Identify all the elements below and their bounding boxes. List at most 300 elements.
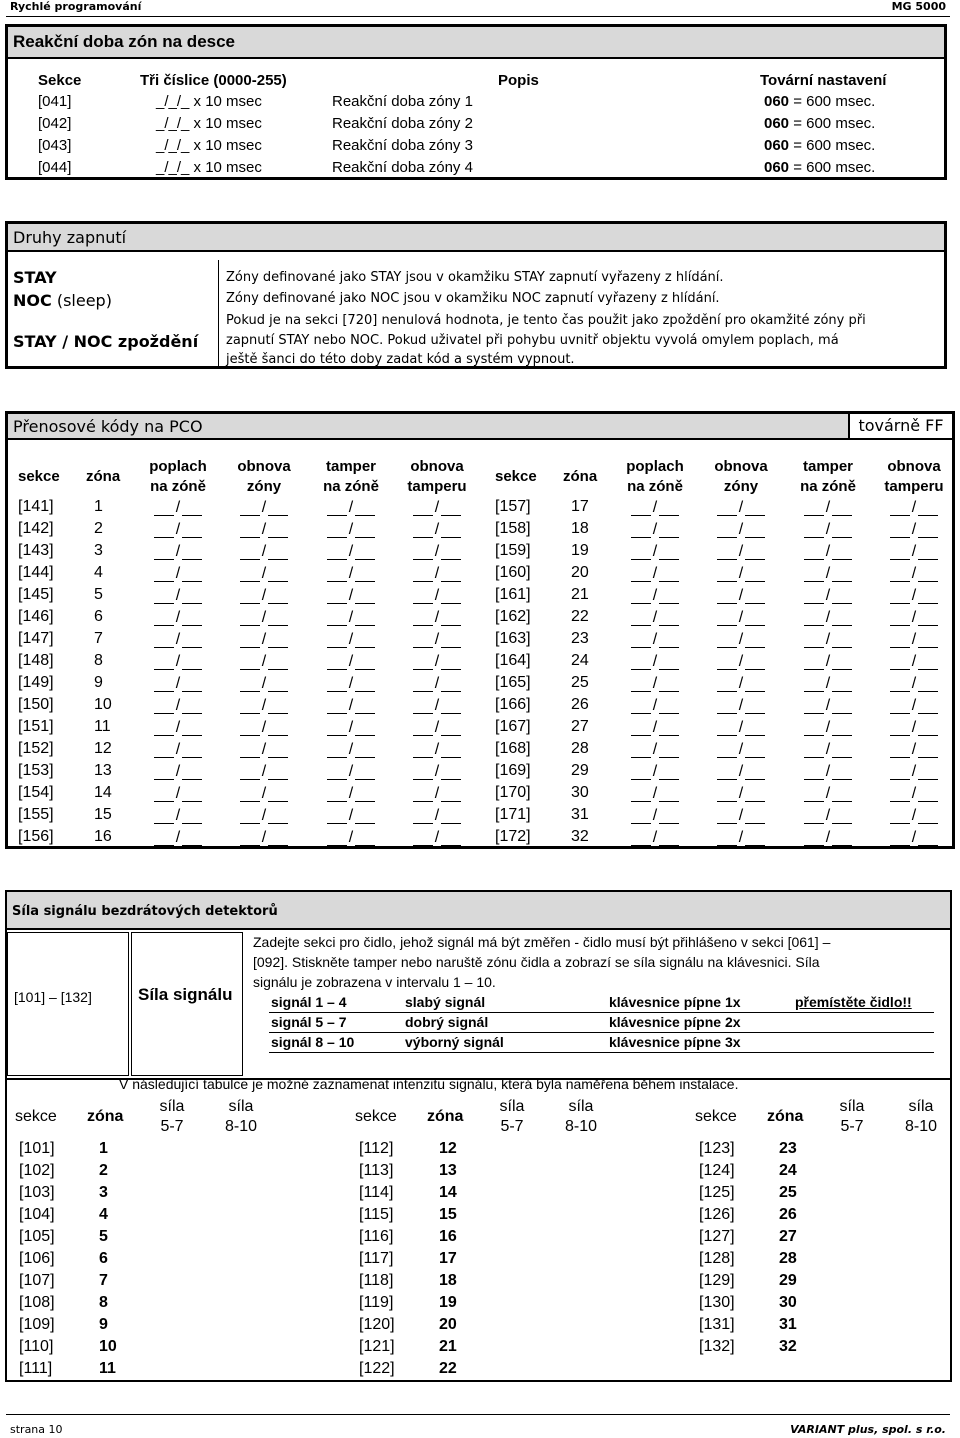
pco-sekce: [155]	[18, 806, 54, 823]
pco-code-slash: /	[434, 565, 440, 582]
sig-input-5-7[interactable]	[829, 1338, 875, 1356]
sig-input-5-7[interactable]	[149, 1338, 195, 1356]
pco-code-field[interactable]	[621, 652, 689, 670]
sig-input-8-10[interactable]	[555, 1184, 607, 1202]
pco-code-field[interactable]	[144, 608, 212, 626]
sig-input-8-10[interactable]	[555, 1294, 607, 1312]
pco-code-field[interactable]	[403, 696, 471, 714]
pco-code-field[interactable]	[794, 586, 862, 604]
pco-code-field[interactable]	[230, 784, 298, 802]
pco-code-slash: /	[261, 785, 267, 802]
pco-code-field[interactable]	[880, 784, 948, 802]
pco-code-digit	[631, 523, 651, 538]
sig-input-8-10[interactable]	[215, 1316, 267, 1334]
sig-input-5-7[interactable]	[829, 1250, 875, 1268]
sig-sekce: [118]	[359, 1272, 394, 1289]
pco-code-digit	[413, 809, 433, 824]
pco-zona: 12	[94, 740, 112, 757]
pco-code-field[interactable]	[317, 762, 385, 780]
sig-sekce: [111]	[19, 1360, 53, 1377]
pco-code-field[interactable]	[794, 630, 862, 648]
pco-h-obnovat1: obnova	[887, 458, 941, 475]
pco-code-field[interactable]	[880, 498, 948, 516]
sig-input-8-10[interactable]	[215, 1272, 267, 1290]
pco-code-field[interactable]	[880, 652, 948, 670]
pco-code-field[interactable]	[144, 586, 212, 604]
pco-code-field[interactable]	[621, 718, 689, 736]
pco-code-field[interactable]	[230, 740, 298, 758]
sig-input-5-7[interactable]	[149, 1228, 195, 1246]
sig-zona: 5	[99, 1228, 108, 1245]
pco-code-slash: /	[348, 653, 354, 670]
pco-code-digit	[413, 655, 433, 670]
pco-code-field[interactable]	[403, 674, 471, 692]
pco-code-digit	[240, 765, 260, 780]
pco-code-field[interactable]	[707, 520, 775, 538]
pco-code-field[interactable]	[794, 784, 862, 802]
pco-code-field[interactable]	[707, 674, 775, 692]
pco-code-digit	[240, 831, 260, 846]
pco-code-digit	[441, 589, 461, 604]
pco-code-field[interactable]	[317, 498, 385, 516]
pco-code-field[interactable]	[880, 542, 948, 560]
pco-code-field[interactable]	[230, 608, 298, 626]
pco-code-field[interactable]	[230, 586, 298, 604]
header-rule	[6, 16, 950, 17]
pco-code-field[interactable]	[707, 542, 775, 560]
sig-input-5-7[interactable]	[149, 1162, 195, 1180]
pco-code-field[interactable]	[230, 564, 298, 582]
sig-input-8-10[interactable]	[555, 1272, 607, 1290]
pco-code-field[interactable]	[230, 630, 298, 648]
pco-code-field[interactable]	[621, 608, 689, 626]
pco-code-digit	[413, 721, 433, 736]
pco-code-field[interactable]	[621, 630, 689, 648]
sig-input-5-7[interactable]	[829, 1228, 875, 1246]
pco-code-field[interactable]	[317, 828, 385, 846]
sig-zona: 14	[439, 1184, 457, 1201]
pco-code-digit	[441, 501, 461, 516]
sig-input-5-7[interactable]	[149, 1184, 195, 1202]
pco-code-digit	[804, 809, 824, 824]
pco-code-field[interactable]	[317, 608, 385, 626]
pco-code-digit	[441, 699, 461, 714]
pco-code-slash: /	[825, 587, 831, 604]
pco-zona: 7	[94, 630, 103, 647]
zr-cislice: _/_/_ x 10 msec	[156, 159, 262, 176]
pco-code-field[interactable]	[144, 784, 212, 802]
sig-input-5-7[interactable]	[489, 1316, 535, 1334]
sig-input-5-7[interactable]	[489, 1272, 535, 1290]
sig-input-5-7[interactable]	[829, 1162, 875, 1180]
pco-code-slash: /	[738, 543, 744, 560]
pco-code-field[interactable]	[144, 630, 212, 648]
pco-code-field[interactable]	[621, 762, 689, 780]
sig-input-8-10[interactable]	[895, 1140, 947, 1158]
pco-code-field[interactable]	[621, 828, 689, 846]
pco-code-digit	[182, 831, 202, 846]
pco-code-slash: /	[348, 829, 354, 846]
pco-code-field[interactable]	[403, 608, 471, 626]
sig-input-5-7[interactable]	[149, 1250, 195, 1268]
pco-code-field[interactable]	[230, 652, 298, 670]
pco-code-field[interactable]	[707, 498, 775, 516]
pco-zona: 1	[94, 498, 103, 515]
pco-code-slash: /	[652, 609, 658, 626]
pco-code-field[interactable]	[707, 608, 775, 626]
pco-code-field[interactable]	[230, 542, 298, 560]
pco-code-digit	[890, 699, 910, 714]
sig-input-8-10[interactable]	[215, 1294, 267, 1312]
pco-code-field[interactable]	[880, 762, 948, 780]
pco-code-field[interactable]	[144, 542, 212, 560]
sig-zona: 18	[439, 1272, 457, 1289]
pco-code-field[interactable]	[621, 806, 689, 824]
pco-code-field[interactable]	[144, 740, 212, 758]
sig-input-8-10[interactable]	[215, 1250, 267, 1268]
sig-input-5-7[interactable]	[149, 1316, 195, 1334]
zr-default	[764, 115, 875, 132]
sig-input-5-7[interactable]	[829, 1140, 875, 1158]
pco-code-field[interactable]	[794, 542, 862, 560]
pco-code-field[interactable]	[794, 740, 862, 758]
pco-code-field[interactable]	[403, 520, 471, 538]
pco-code-slash: /	[261, 521, 267, 538]
pco-code-field[interactable]	[794, 718, 862, 736]
sig-sekce: [110]	[19, 1338, 54, 1355]
pco-code-field[interactable]	[403, 784, 471, 802]
sig-input-8-10[interactable]	[895, 1294, 947, 1312]
pco-code-field[interactable]	[621, 564, 689, 582]
zr-default-value: = 600 msec.	[789, 93, 876, 110]
pco-code-field[interactable]	[317, 520, 385, 538]
sig-zona: 20	[439, 1316, 457, 1333]
signal-level-a: signál 8 – 10	[271, 1034, 355, 1050]
pco-sekce: [150]	[18, 696, 54, 713]
pco-code-field[interactable]	[794, 828, 862, 846]
pco-code-digit	[659, 787, 679, 802]
pco-code-digit	[631, 501, 651, 516]
arming-title-bar	[8, 224, 944, 252]
pco-code-field[interactable]	[403, 498, 471, 516]
pco-code-field[interactable]	[621, 498, 689, 516]
pco-code-digit	[717, 589, 737, 604]
sig-input-5-7[interactable]	[489, 1338, 535, 1356]
arming-term-stay: STAY	[13, 268, 57, 287]
zr-cislice: _/_/_ x 10 msec	[156, 93, 262, 110]
pco-code-field[interactable]	[880, 630, 948, 648]
sig-input-5-7[interactable]	[489, 1206, 535, 1224]
sig-input-8-10[interactable]	[895, 1228, 947, 1246]
pco-code-digit	[154, 501, 174, 516]
pco-code-digit	[355, 545, 375, 560]
pco-code-field[interactable]	[317, 652, 385, 670]
pco-code-field[interactable]	[880, 608, 948, 626]
pco-code-slash: /	[911, 741, 917, 758]
pco-code-field[interactable]	[317, 564, 385, 582]
zr-sekce: [042]	[38, 115, 72, 132]
pco-code-slash: /	[261, 499, 267, 516]
sig-input-8-10[interactable]	[215, 1338, 267, 1356]
pco-code-field[interactable]	[144, 652, 212, 670]
pco-code-field[interactable]	[317, 542, 385, 560]
pco-code-field[interactable]	[621, 586, 689, 604]
pco-sekce: [144]	[18, 564, 54, 581]
pco-code-field[interactable]	[880, 564, 948, 582]
sig-input-5-7[interactable]	[489, 1294, 535, 1312]
signal-level-rule	[269, 1052, 934, 1053]
pco-code-field[interactable]	[880, 828, 948, 846]
pco-code-field[interactable]	[794, 498, 862, 516]
sig-input-5-7[interactable]	[829, 1272, 875, 1290]
pco-code-slash: /	[825, 653, 831, 670]
signal-range-cell	[7, 932, 129, 1076]
sig-input-8-10[interactable]	[895, 1206, 947, 1224]
sig-input-8-10[interactable]	[555, 1338, 607, 1356]
pco-code-field[interactable]	[403, 718, 471, 736]
pco-code-field[interactable]	[707, 652, 775, 670]
sig-input-5-7[interactable]	[489, 1228, 535, 1246]
sig-input-8-10[interactable]	[895, 1250, 947, 1268]
pco-code-digit	[631, 787, 651, 802]
sig-input-8-10[interactable]	[555, 1206, 607, 1224]
pco-code-field[interactable]	[707, 806, 775, 824]
pco-code-digit	[268, 743, 288, 758]
pco-code-field[interactable]	[794, 806, 862, 824]
pco-sekce: [158]	[495, 520, 531, 537]
sig-zona: 12	[439, 1140, 457, 1157]
sig-input-5-7[interactable]	[829, 1316, 875, 1334]
pco-code-slash: /	[175, 697, 181, 714]
pco-code-field[interactable]	[707, 630, 775, 648]
sig-input-8-10[interactable]	[555, 1360, 607, 1378]
pco-code-field[interactable]	[230, 806, 298, 824]
sig-input-5-7[interactable]	[829, 1184, 875, 1202]
pco-code-field[interactable]	[230, 828, 298, 846]
sig-input-5-7[interactable]	[149, 1294, 195, 1312]
pco-code-digit	[832, 633, 852, 648]
arming-desc-1: Zóny definované jako STAY jsou v okamžiku STAY zapnutí vyřazeny z hlídání.	[226, 270, 724, 285]
pco-sekce: [151]	[18, 718, 54, 735]
pco-code-digit	[327, 831, 347, 846]
sig-input-5-7[interactable]	[829, 1294, 875, 1312]
pco-code-digit	[441, 721, 461, 736]
pco-code-slash: /	[434, 587, 440, 604]
pco-code-field[interactable]	[144, 674, 212, 692]
pco-code-field[interactable]	[707, 762, 775, 780]
sig-input-8-10[interactable]	[215, 1140, 267, 1158]
pco-code-field[interactable]	[317, 630, 385, 648]
sig-input-8-10[interactable]	[215, 1360, 267, 1378]
pco-code-slash: /	[175, 763, 181, 780]
pco-code-field[interactable]	[880, 674, 948, 692]
sig-input-8-10[interactable]	[895, 1272, 947, 1290]
signal-level-rule	[269, 1032, 934, 1033]
pco-section	[5, 411, 955, 849]
pco-code-digit	[804, 611, 824, 626]
pco-code-field[interactable]	[144, 762, 212, 780]
pco-code-field[interactable]	[880, 586, 948, 604]
pco-code-field[interactable]	[230, 718, 298, 736]
pco-code-field[interactable]	[403, 762, 471, 780]
signal-level-c: klávesnice pípne 3x	[609, 1034, 741, 1050]
pco-code-field[interactable]	[144, 718, 212, 736]
sig-input-5-7[interactable]	[489, 1140, 535, 1158]
pco-code-field[interactable]	[317, 718, 385, 736]
signal-level-b: dobrý signál	[405, 1014, 489, 1030]
pco-code-digit	[240, 567, 260, 582]
pco-code-digit	[154, 567, 174, 582]
pco-code-field[interactable]	[621, 740, 689, 758]
sig-input-8-10[interactable]	[895, 1162, 947, 1180]
pco-code-digit	[268, 567, 288, 582]
sig-input-5-7[interactable]	[489, 1162, 535, 1180]
pco-code-slash: /	[261, 807, 267, 824]
pco-code-field[interactable]	[880, 696, 948, 714]
pco-code-field[interactable]	[794, 762, 862, 780]
pco-code-field[interactable]	[144, 520, 212, 538]
pco-code-field[interactable]	[707, 696, 775, 714]
pco-code-field[interactable]	[621, 696, 689, 714]
pco-code-field[interactable]	[880, 520, 948, 538]
sig-input-5-7[interactable]	[149, 1360, 195, 1378]
pco-code-slash: /	[825, 609, 831, 626]
pco-code-digit	[154, 633, 174, 648]
pco-code-digit	[240, 523, 260, 538]
pco-code-digit	[717, 721, 737, 736]
sig-input-5-7[interactable]	[489, 1250, 535, 1268]
pco-sekce: [141]	[18, 498, 54, 515]
pco-code-slash: /	[348, 719, 354, 736]
sig-input-8-10[interactable]	[215, 1206, 267, 1224]
pco-code-slash: /	[261, 631, 267, 648]
pco-code-field[interactable]	[707, 586, 775, 604]
sig-input-5-7[interactable]	[489, 1360, 535, 1378]
pco-code-field[interactable]	[230, 696, 298, 714]
pco-code-field[interactable]	[794, 652, 862, 670]
pco-code-field[interactable]	[317, 586, 385, 604]
pco-code-slash: /	[261, 675, 267, 692]
pco-code-slash: /	[348, 521, 354, 538]
pco-code-field[interactable]	[230, 520, 298, 538]
sig-zona: 13	[439, 1162, 457, 1179]
pco-code-field[interactable]	[317, 806, 385, 824]
pco-code-field[interactable]	[621, 542, 689, 560]
pco-code-field[interactable]	[317, 696, 385, 714]
sig-input-5-7[interactable]	[149, 1140, 195, 1158]
pco-code-slash: /	[261, 763, 267, 780]
sig-input-8-10[interactable]	[555, 1162, 607, 1180]
pco-code-field[interactable]	[144, 828, 212, 846]
pco-code-field[interactable]	[230, 498, 298, 516]
pco-code-field[interactable]	[707, 784, 775, 802]
pco-code-digit	[441, 611, 461, 626]
pco-code-digit	[182, 677, 202, 692]
pco-code-field[interactable]	[317, 674, 385, 692]
pco-code-digit	[413, 831, 433, 846]
pco-code-slash: /	[738, 653, 744, 670]
sig-input-8-10[interactable]	[895, 1184, 947, 1202]
pco-code-field[interactable]	[144, 564, 212, 582]
pco-code-field[interactable]	[880, 740, 948, 758]
pco-code-field[interactable]	[317, 784, 385, 802]
zone-reaction-title-bar	[8, 27, 944, 59]
pco-code-field[interactable]	[403, 564, 471, 582]
sig-input-8-10[interactable]	[555, 1316, 607, 1334]
pco-code-field[interactable]	[317, 740, 385, 758]
pco-code-field[interactable]	[707, 718, 775, 736]
pco-zona: 16	[94, 828, 112, 845]
pco-code-field[interactable]	[403, 828, 471, 846]
pco-code-field[interactable]	[707, 828, 775, 846]
pco-code-field[interactable]	[144, 696, 212, 714]
pco-code-field[interactable]	[880, 806, 948, 824]
pco-code-slash: /	[261, 565, 267, 582]
pco-code-field[interactable]	[230, 674, 298, 692]
pco-code-field[interactable]	[794, 696, 862, 714]
pco-code-field[interactable]	[794, 608, 862, 626]
sig-input-8-10[interactable]	[215, 1162, 267, 1180]
pco-code-field[interactable]	[880, 718, 948, 736]
sig-sekce: [123]	[699, 1140, 735, 1157]
sig-input-8-10[interactable]	[215, 1228, 267, 1246]
sig-input-5-7[interactable]	[149, 1206, 195, 1224]
pco-code-field[interactable]	[403, 542, 471, 560]
pco-code-digit	[631, 655, 651, 670]
sig-sekce: [107]	[19, 1272, 55, 1289]
pco-code-field[interactable]	[621, 674, 689, 692]
pco-code-digit	[154, 611, 174, 626]
pco-code-field[interactable]	[403, 740, 471, 758]
pco-code-slash: /	[911, 631, 917, 648]
zone-reaction-title: Reakční doba zón na desce	[13, 32, 236, 51]
pco-code-field[interactable]	[707, 564, 775, 582]
sig-input-5-7[interactable]	[149, 1272, 195, 1290]
sig-input-8-10[interactable]	[555, 1250, 607, 1268]
pco-code-field[interactable]	[403, 652, 471, 670]
pco-code-field[interactable]	[794, 674, 862, 692]
pco-code-field[interactable]	[230, 762, 298, 780]
pco-code-field[interactable]	[794, 564, 862, 582]
pco-code-field[interactable]	[403, 806, 471, 824]
pco-code-field[interactable]	[621, 520, 689, 538]
sig-input-5-7[interactable]	[829, 1206, 875, 1224]
pco-zona: 30	[571, 784, 589, 801]
pco-code-field[interactable]	[144, 498, 212, 516]
pco-code-digit	[890, 765, 910, 780]
pco-code-field[interactable]	[707, 740, 775, 758]
sig-input-8-10[interactable]	[215, 1184, 267, 1202]
pco-code-digit	[154, 677, 174, 692]
pco-code-digit	[832, 545, 852, 560]
pco-code-digit	[355, 743, 375, 758]
pco-code-field[interactable]	[794, 520, 862, 538]
sig-input-5-7[interactable]	[489, 1184, 535, 1202]
sig-input-8-10[interactable]	[895, 1338, 947, 1356]
pco-code-field[interactable]	[621, 784, 689, 802]
pco-code-field[interactable]	[403, 630, 471, 648]
sig-input-8-10[interactable]	[555, 1140, 607, 1158]
sig-input-8-10[interactable]	[555, 1228, 607, 1246]
pco-code-digit	[717, 787, 737, 802]
sig-input-8-10[interactable]	[895, 1316, 947, 1334]
pco-zona: 13	[94, 762, 112, 779]
sig-sekce: [120]	[359, 1316, 395, 1333]
pco-code-slash: /	[261, 741, 267, 758]
sig-sekce: [126]	[699, 1206, 735, 1223]
pco-code-field[interactable]	[144, 806, 212, 824]
pco-code-field[interactable]	[403, 586, 471, 604]
